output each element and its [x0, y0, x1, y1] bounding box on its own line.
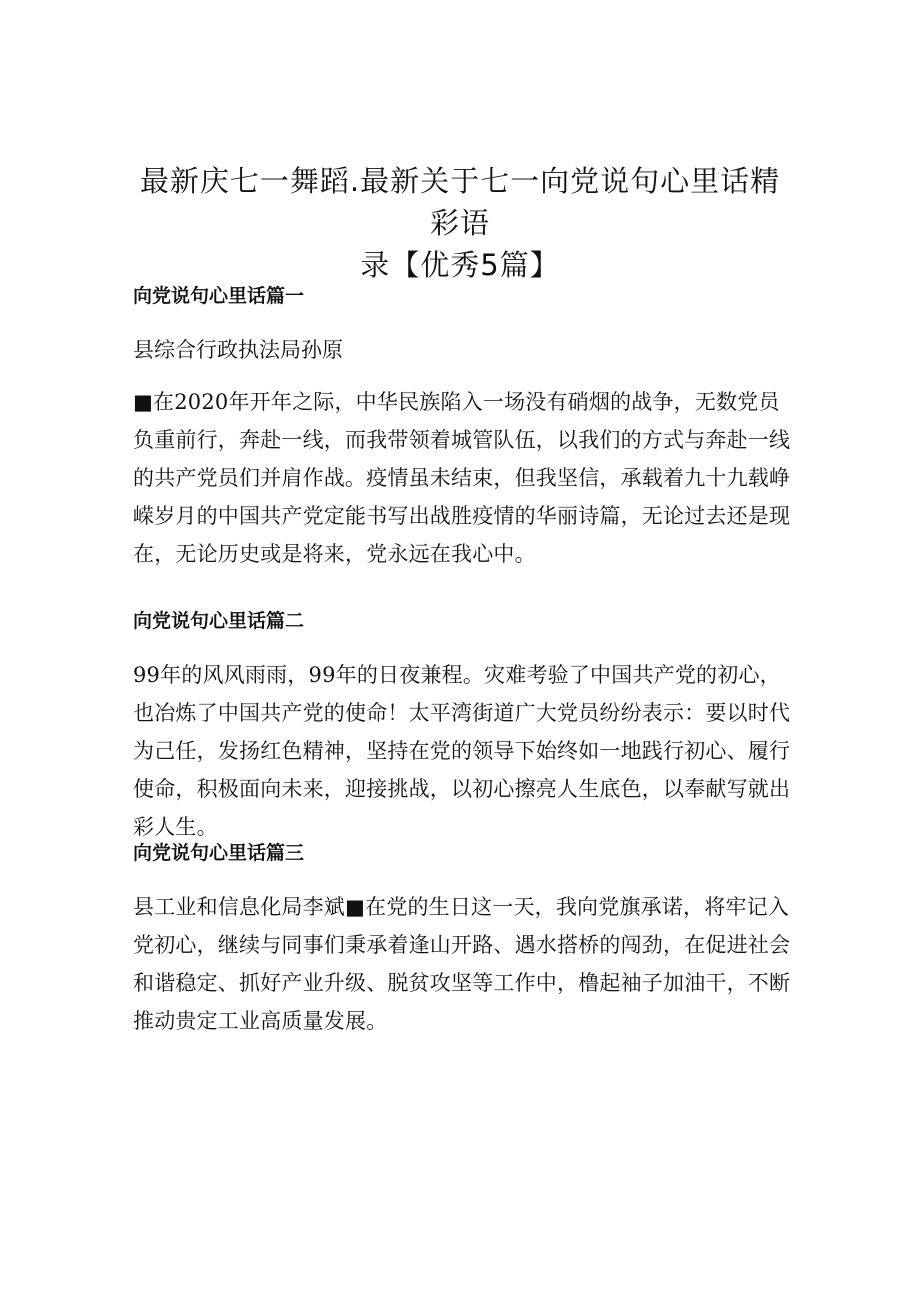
section-heading-1: 向党说句心里话篇一 — [133, 285, 305, 307]
section-author-1: 县综合行政执法局孙原 — [133, 338, 343, 362]
section-heading-3: 向党说句心里话篇三 — [133, 842, 305, 864]
section-body-3: 县工业和信息化局李斌■在党的生日这一天，我向党旗承诺，将牢记入党初心，继续与同事们秉承着逢山开路、遇水搭桥的闯劲，在促进社会和谐稳定、抓好产业升级、脱贫攻坚等工作中，橹起袖子加油干，不断推动贵定工业高质量发展。 — [133, 895, 791, 1033]
section-heading-2: 向党说句心里话篇二 — [133, 610, 305, 632]
document-title — [130, 160, 790, 286]
title-line-1: 最新庆七一舞蹈.最新关于七一向党说句心里话精彩语 — [139, 164, 781, 240]
title-line-2: 录【优秀5篇】 — [360, 248, 560, 282]
section-body-2: 99年的风风雨雨，99年的日夜兼程。灾难考验了中国共产党的初心，也冶炼了中国共产党的使命！太平湾街道广大党员纷纷表示：要以时代为己任，发扬红色精神，坚持在党的领导下始终如一地践行初心、履行使命，积极面向未来，迎接挑战，以初心擦亮人生底色，以奉献写就出彩人生。 — [133, 663, 791, 839]
section-body-1: ■在2020年开年之际，中华民族陷入一场没有硝烟的战争，无数党员负重前行，奔赴一线，而我带领着城管队伍，以我们的方式与奔赴一线的共产党员们并肩作战。疫情虽未结束，但我坚信，承载着九十九载峥嵘岁月的中国共产党定能书写出战胜疫情的华丽诗篇，无论过去还是现在，无论历史或是将来，党永远在我心中。 — [133, 390, 791, 566]
